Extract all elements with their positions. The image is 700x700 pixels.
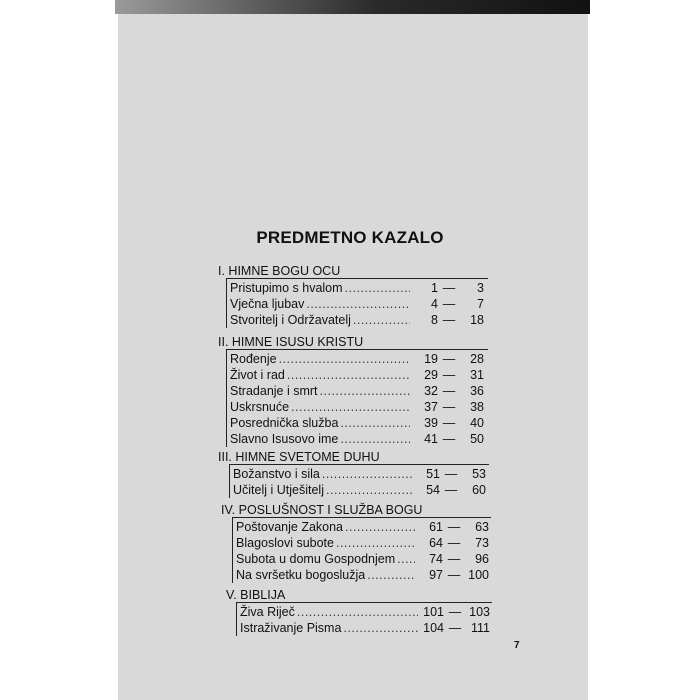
toc-entry: [236, 552, 417, 566]
section-rule: [236, 602, 492, 603]
entry-label: Slavno Isusovo ime: [230, 432, 339, 446]
toc-entry: [230, 384, 412, 398]
toc-entry: [230, 432, 412, 446]
page-range: 19 — 28: [424, 352, 484, 366]
leader-dots: [287, 368, 410, 382]
page-range: 64 — 73: [429, 536, 489, 550]
entry-label: Učitelj i Utješitelj: [233, 483, 324, 497]
page-range: 61 — 63: [429, 520, 489, 534]
entry-label: Život i rad: [230, 368, 285, 382]
section-rule: [226, 349, 227, 447]
scan-shadow: [115, 0, 590, 14]
toc-entry: [230, 281, 412, 295]
toc-entry: [230, 352, 412, 366]
page-range: 51 — 53: [426, 467, 486, 481]
leader-dots: [343, 621, 418, 635]
toc-entry: [233, 467, 414, 481]
page-range: 37 — 38: [424, 400, 484, 414]
toc-entry: [240, 621, 420, 635]
page-number: 7: [514, 640, 520, 651]
leader-dots: [326, 483, 412, 497]
entry-label: Poštovanje Zakona: [236, 520, 344, 534]
entry-label: Istraživanje Pisma: [240, 621, 342, 635]
page-title: PREDMETNO KAZALO: [256, 228, 444, 247]
page-range: 32 — 36: [424, 384, 484, 398]
page-range: 8 — 18: [431, 313, 484, 327]
leader-dots: [353, 313, 410, 327]
section-heading: I. HIMNE BOGU OCU: [218, 264, 341, 278]
page-range: 104 — 111: [423, 621, 490, 635]
page-range: 1 — 3: [431, 281, 484, 295]
entry-label: Subota u domu Gospodnjem: [236, 552, 396, 566]
page-margin-left: [0, 0, 118, 700]
leader-dots: [291, 400, 410, 414]
toc-entry: [233, 483, 414, 497]
toc-entry: [230, 297, 412, 311]
section-heading: IV. POSLUŠNOST I SLUŽBA BOGU: [221, 503, 423, 517]
page-margin-right: [588, 0, 700, 700]
entry-label: Pristupimo s hvalom: [230, 281, 343, 295]
section-heading: III. HIMNE SVETOME DUHU: [218, 450, 380, 464]
section-rule: [232, 517, 491, 518]
entry-label: Posrednička služba: [230, 416, 339, 430]
leader-dots: [397, 552, 415, 566]
leader-dots: [336, 536, 415, 550]
page-range: 97 — 100: [429, 568, 489, 582]
entry-label: Rođenje: [230, 352, 277, 366]
toc-entry: [230, 313, 412, 327]
entry-label: Na svršetku bogoslužja: [236, 568, 366, 582]
page-range: 74 — 96: [429, 552, 489, 566]
toc-entry: [230, 400, 412, 414]
page-range: 41 — 50: [424, 432, 484, 446]
entry-label: Uskrsnuće: [230, 400, 290, 414]
page-range: 54 — 60: [426, 483, 486, 497]
page-range: 4 — 7: [431, 297, 484, 311]
entry-label: Stradanje i smrt: [230, 384, 318, 398]
toc-entry: [230, 416, 412, 430]
section-rule: [229, 464, 230, 498]
entry-label: Stvoritelj i Održavatelj: [230, 313, 351, 327]
leader-dots: [306, 297, 410, 311]
section-rule: [226, 278, 227, 328]
leader-dots: [345, 520, 415, 534]
leader-dots: [322, 467, 412, 481]
page-range: 39 — 40: [424, 416, 484, 430]
page-range: 29 — 31: [424, 368, 484, 382]
entry-label: Živa Riječ: [240, 605, 295, 619]
section-heading: V. BIBLIJA: [226, 588, 286, 602]
leader-dots: [340, 432, 410, 446]
toc-entry: [240, 605, 420, 619]
toc-entry: [236, 520, 417, 534]
leader-dots: [297, 605, 418, 619]
toc-entry: [236, 568, 417, 582]
section-rule: [236, 602, 237, 636]
section-heading: II. HIMNE ISUSU KRISTU: [218, 335, 364, 349]
section-rule: [226, 278, 488, 279]
toc-entry: [236, 536, 417, 550]
leader-dots: [340, 416, 410, 430]
entry-label: Vječna ljubav: [230, 297, 305, 311]
toc-entry: [230, 368, 412, 382]
leader-dots: [279, 352, 410, 366]
page-range: 101 — 103: [423, 605, 490, 619]
leader-dots: [320, 384, 410, 398]
entry-label: Božanstvo i sila: [233, 467, 320, 481]
leader-dots: [367, 568, 415, 582]
entry-label: Blagoslovi subote: [236, 536, 334, 550]
section-rule: [229, 464, 489, 465]
section-rule: [232, 517, 233, 583]
leader-dots: [345, 281, 410, 295]
section-rule: [226, 349, 488, 350]
